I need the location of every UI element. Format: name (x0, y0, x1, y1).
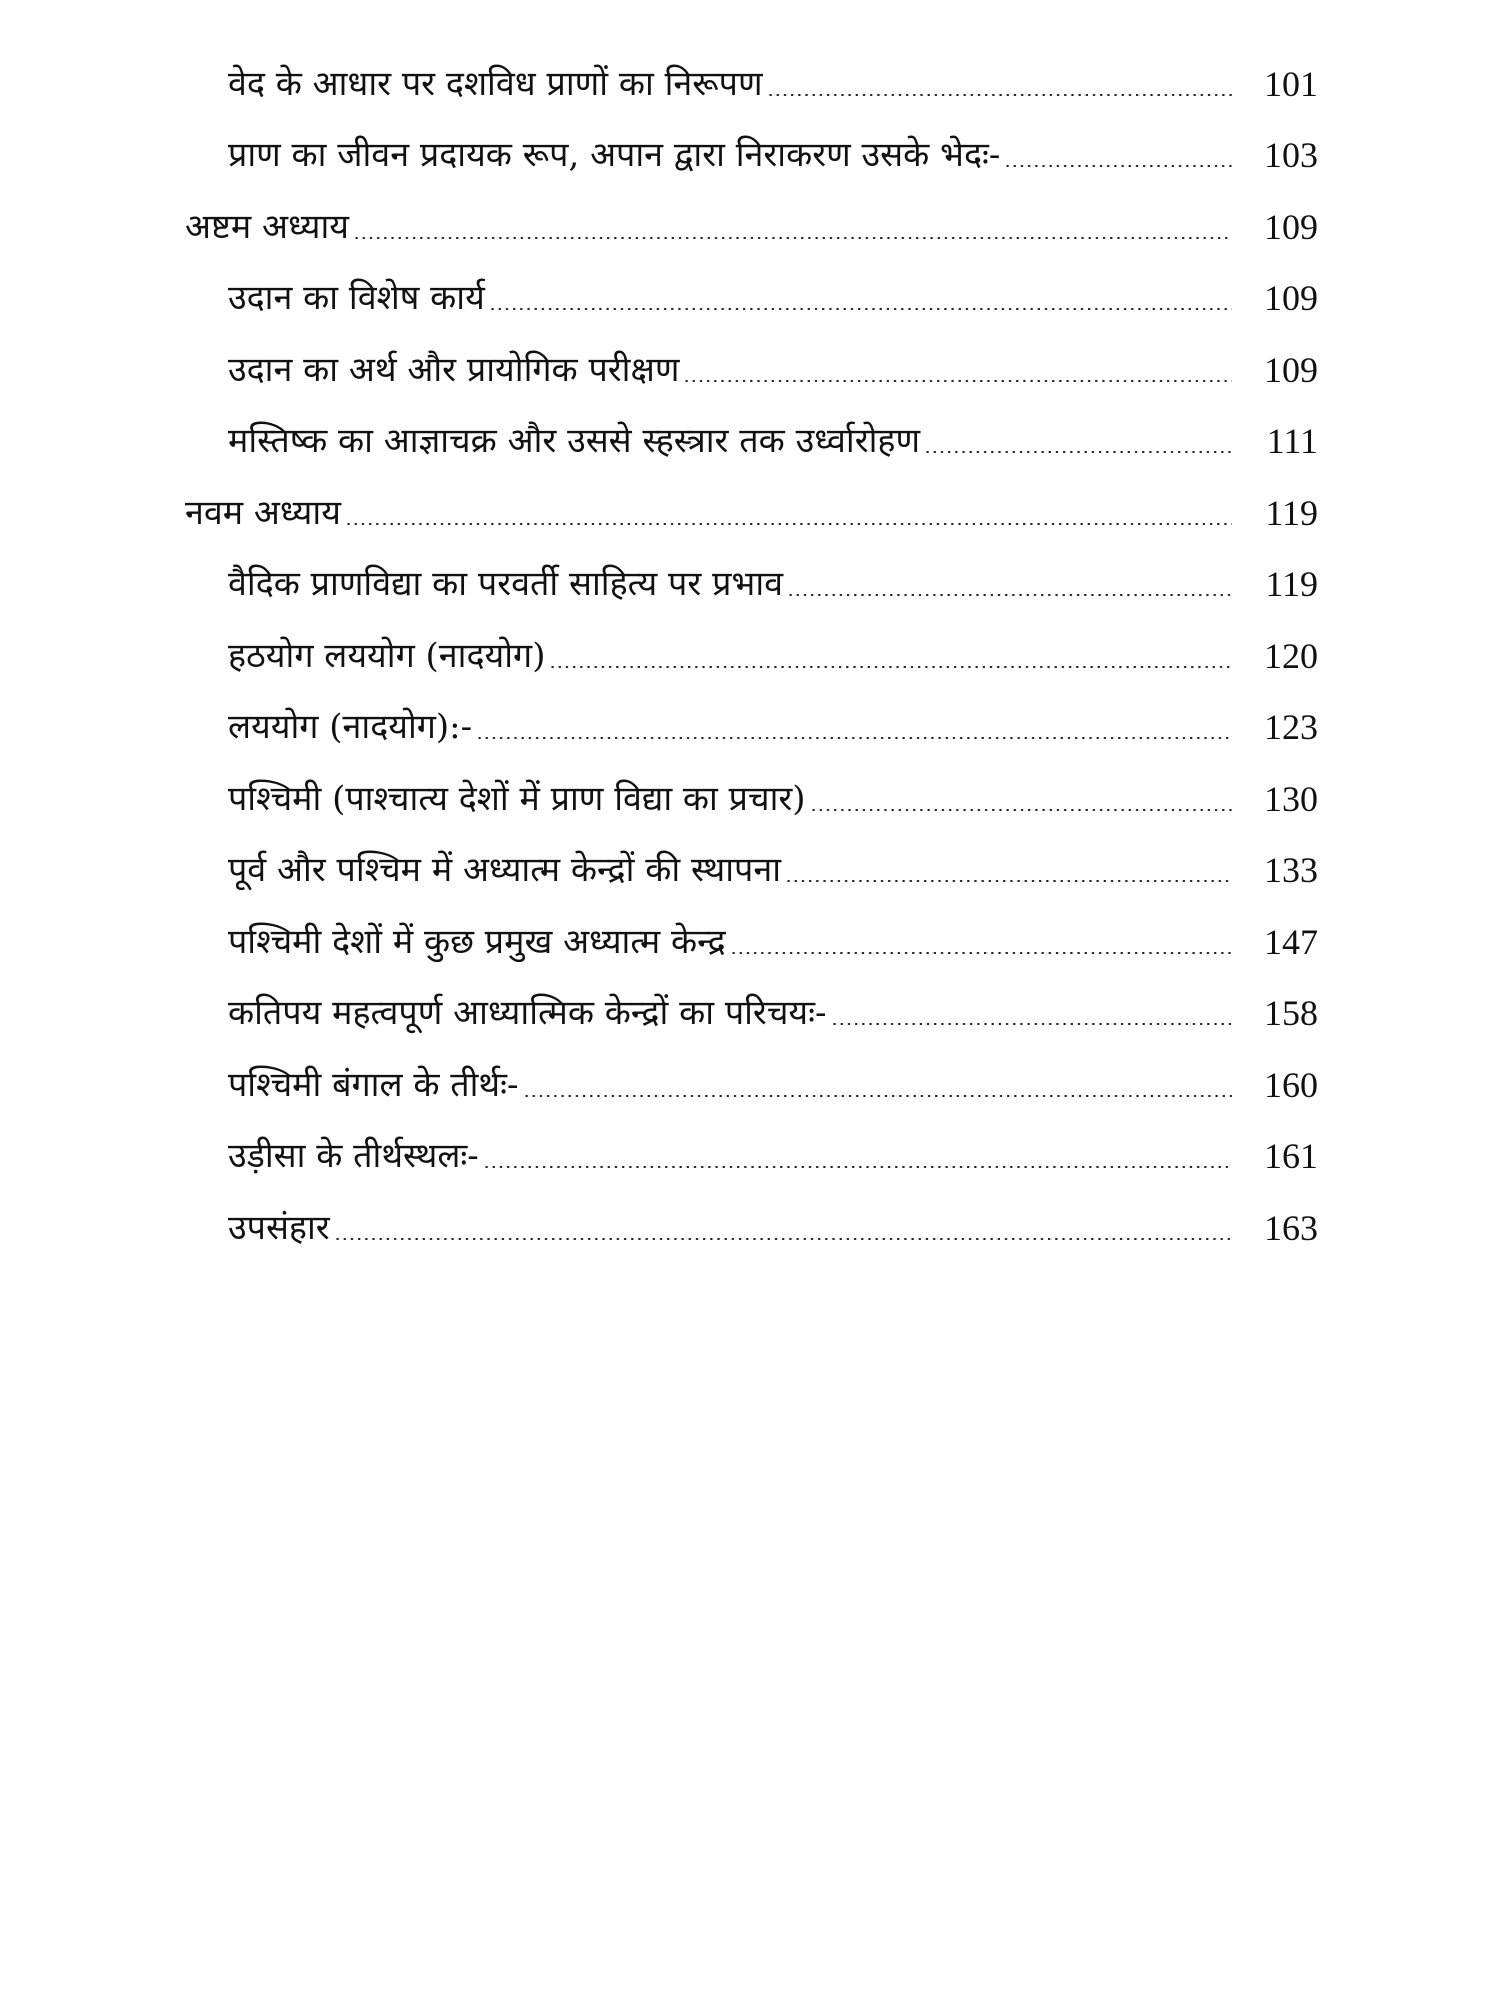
toc-entry (0, 835, 1500, 907)
toc-page-number: 147 (1264, 921, 1318, 962)
toc-entry-title: उदान का अर्थ और प्रायोगिक परीक्षण (228, 349, 680, 390)
toc-entry-title: मस्तिष्क का आज्ञाचक्र और उससे स्हस्त्रार तक उर्ध्वारोहण (228, 421, 921, 462)
toc-entry (0, 334, 1500, 406)
toc-dot-leader (489, 308, 1232, 310)
toc-page-number: 158 (1264, 993, 1318, 1034)
toc-entry-title: वैदिक प्राणविद्या का परवर्ती साहित्य पर प्रभाव (228, 564, 784, 605)
toc-dot-leader (767, 94, 1232, 96)
toc-dot-leader (483, 1166, 1232, 1168)
toc-entry-title: पश्चिमी (पाश्चात्य देशों में प्राण विद्या का प्रचार) (228, 778, 806, 819)
toc-page-number: 111 (1266, 421, 1318, 462)
toc-entry (0, 549, 1500, 621)
toc-entry (0, 48, 1500, 120)
toc-page-number: 119 (1265, 564, 1318, 605)
toc-dot-leader (345, 523, 1232, 525)
toc-entry (0, 692, 1500, 764)
toc-entry (0, 120, 1500, 192)
toc-page-number: 130 (1264, 778, 1318, 819)
toc-entry-title: उड़ीसा के तीर्थस्थलः- (228, 1136, 479, 1177)
toc-entry-title: हठयोग लययोग (नादयोग) (228, 635, 546, 676)
toc-entry (0, 763, 1500, 835)
toc-page-number: 133 (1264, 850, 1318, 891)
toc-page-number: 109 (1264, 349, 1318, 390)
toc-chapter-title: अष्टम अध्याय (185, 206, 349, 247)
toc-page-number: 101 (1264, 63, 1318, 104)
toc-dot-leader (730, 952, 1232, 954)
toc-page-number: 103 (1264, 135, 1318, 176)
toc-entry-title: उपसंहार (228, 1207, 330, 1248)
toc-chapter-entry (0, 477, 1500, 549)
toc-entry (0, 1049, 1500, 1121)
toc-entry (0, 1192, 1500, 1264)
toc-entry (0, 620, 1500, 692)
toc-entry-title: पूर्व और पश्चिम में अध्यात्म केन्द्रों की स्थापना (228, 850, 782, 891)
toc-entry (0, 1121, 1500, 1193)
toc-page-number: 161 (1264, 1136, 1318, 1177)
toc-entry-title: प्राण का जीवन प्रदायक रूप, अपान द्वारा निराकरण उसके भेदः- (228, 135, 1001, 176)
toc-chapter-entry (0, 191, 1500, 263)
toc-entry-title: वेद के आधार पर दशविध प्राणों का निरूपण (228, 63, 763, 104)
toc-dot-leader (787, 594, 1232, 596)
toc-entry-title: पश्चिमी देशों में कुछ प्रमुख अध्यात्म केन्द्र (228, 921, 726, 962)
toc-entry (0, 406, 1500, 478)
toc-page-number: 109 (1264, 206, 1318, 247)
toc-dot-leader (810, 809, 1232, 811)
toc-page-number: 160 (1264, 1064, 1318, 1105)
toc-entry (0, 263, 1500, 335)
toc-page-number: 123 (1264, 707, 1318, 748)
toc-entry-title: लययोग (नादयोग):- (228, 707, 473, 748)
toc-entry (0, 906, 1500, 978)
toc-page-number: 119 (1265, 492, 1318, 533)
toc-dot-leader (924, 451, 1232, 453)
toc-dot-leader (549, 666, 1232, 668)
toc-chapter-title: नवम अध्याय (185, 492, 341, 533)
toc-dot-leader (476, 737, 1232, 739)
toc-page-number: 120 (1264, 635, 1318, 676)
toc-entry (0, 978, 1500, 1050)
toc-page-number: 109 (1264, 278, 1318, 319)
toc-entry-title: उदान का विशेष कार्य (228, 278, 485, 319)
table-of-contents (0, 48, 1500, 1264)
toc-dot-leader (683, 380, 1232, 382)
toc-dot-leader (1004, 165, 1232, 167)
toc-page-number: 163 (1264, 1207, 1318, 1248)
toc-dot-leader (334, 1238, 1232, 1240)
toc-entry-title: पश्चिमी बंगाल के तीर्थः- (228, 1064, 519, 1105)
toc-dot-leader (785, 880, 1232, 882)
toc-dot-leader (523, 1095, 1232, 1097)
toc-dot-leader (353, 237, 1232, 239)
toc-entry-title: कतिपय महत्वपूर्ण आध्यात्मिक केन्द्रों का परिचयः- (228, 993, 827, 1034)
toc-dot-leader (831, 1023, 1232, 1025)
